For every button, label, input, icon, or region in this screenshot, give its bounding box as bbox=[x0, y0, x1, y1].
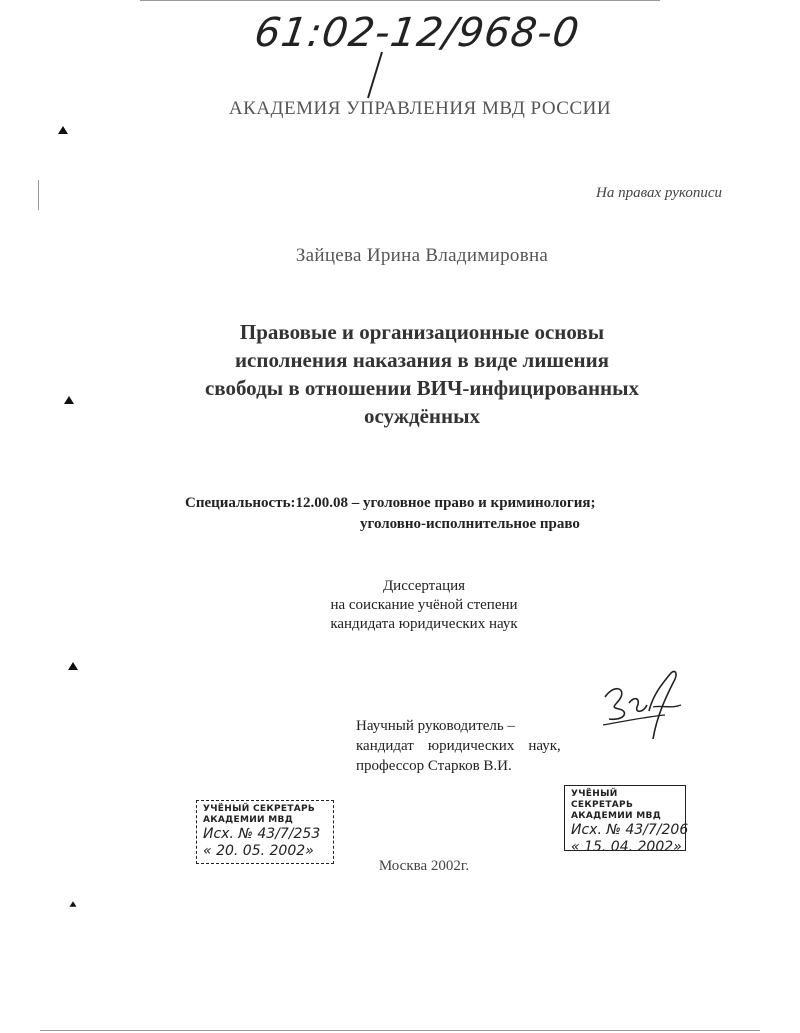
archive-number: 61:02-12/968-0 bbox=[251, 10, 583, 56]
author-name: Зайцева Ирина Владимировна bbox=[295, 245, 549, 266]
supervisor-block bbox=[356, 716, 561, 776]
margin-marker-icon bbox=[70, 901, 77, 907]
stamp-line: АКАДЕМИИ МВД bbox=[571, 811, 662, 821]
title-line: Правовые и организационные основы bbox=[239, 320, 605, 344]
registration-stamp-left bbox=[196, 800, 334, 864]
specialty-line-1: Специальность:12.00.08 – уголовное право и криминология; bbox=[185, 495, 596, 511]
scan-edge-top bbox=[140, 0, 660, 1]
stamp-number: Исх. № 43/7/253 bbox=[203, 826, 321, 842]
supervisor-word: кандидат bbox=[356, 738, 414, 754]
scan-edge-left bbox=[38, 180, 39, 210]
city-year: Москва 2002г. bbox=[378, 858, 470, 874]
title-line: свободы в отношении ВИЧ-инфицированных bbox=[204, 376, 640, 400]
degree-line: кандидата юридических наук bbox=[330, 616, 518, 632]
stamp-line: АКАДЕМИИ МВД bbox=[203, 815, 294, 825]
stamp-line: УЧЁНЫЙ СЕКРЕТАРЬ bbox=[571, 789, 634, 810]
stamp-number: Исх. № 43/7/206 bbox=[571, 822, 689, 838]
supervisor-line bbox=[356, 736, 561, 756]
title-line: исполнения наказания в виде лишения bbox=[234, 348, 610, 372]
dissertation-degree bbox=[24, 577, 800, 634]
scan-edge-bottom bbox=[40, 1030, 760, 1031]
supervisor-line: Научный руководитель – bbox=[356, 718, 515, 734]
specialty-line-2: уголовно-исполнительное право bbox=[360, 516, 580, 532]
margin-marker-icon bbox=[58, 126, 68, 134]
registration-stamp-right bbox=[564, 785, 689, 855]
stamp-date: « 20. 05. 2002» bbox=[203, 843, 314, 859]
supervisor-line: профессор Старков В.И. bbox=[356, 758, 512, 774]
stamp-line: УЧЁНЫЙ СЕКРЕТАРЬ bbox=[203, 804, 316, 814]
margin-marker-icon bbox=[68, 662, 78, 670]
degree-line: на соискание учёной степени bbox=[330, 597, 518, 613]
supervisor-word: юридических bbox=[427, 738, 515, 754]
degree-line: Диссертация bbox=[382, 578, 466, 594]
stamp-date: « 15. 04. 2002» bbox=[571, 839, 682, 855]
dissertation-title bbox=[22, 318, 800, 430]
academy-name: АКАДЕМИЯ УПРАВЛЕНИЯ МВД РОССИИ bbox=[228, 98, 612, 119]
supervisor-word: наук, bbox=[528, 738, 561, 754]
signature-icon bbox=[595, 665, 690, 745]
handwritten-stroke bbox=[360, 50, 390, 100]
title-line: осуждённых bbox=[363, 404, 481, 428]
rights-notice: На правах рукописи bbox=[596, 185, 722, 201]
